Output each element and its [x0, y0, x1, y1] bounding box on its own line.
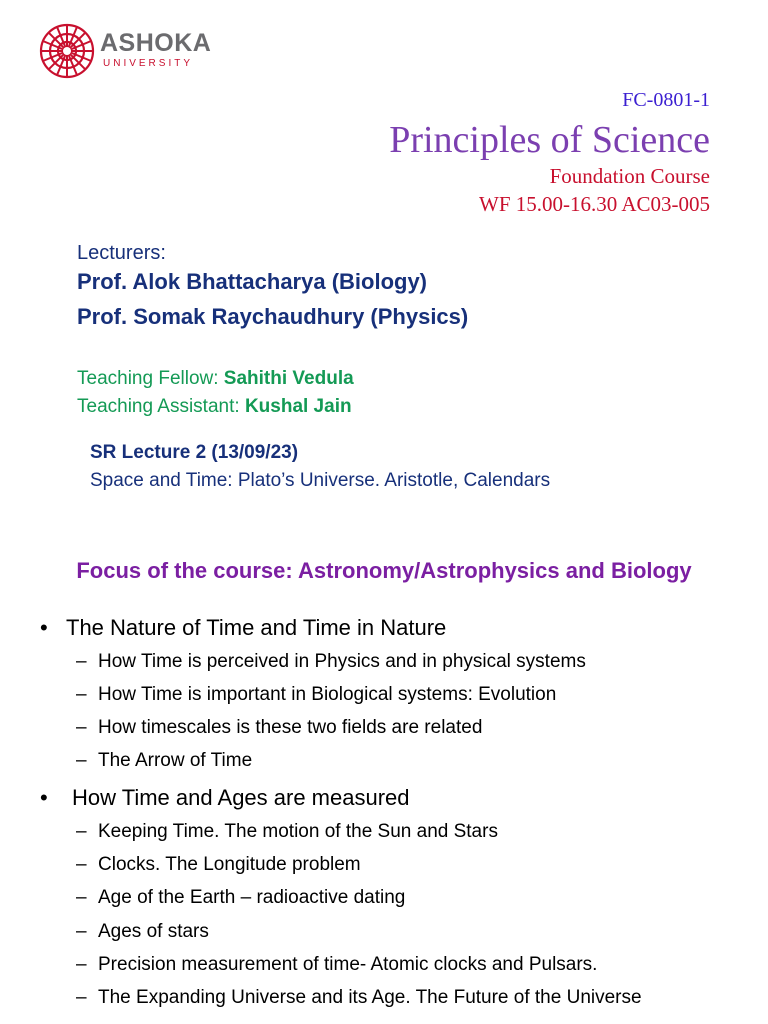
list-item [76, 751, 252, 772]
list-item [76, 922, 209, 943]
list-item [76, 685, 556, 706]
teaching-assistant-name: Kushal Jain [244, 396, 352, 417]
list-item-text: Age of the Earth – radioactive dating [98, 887, 406, 908]
lecture-heading: SR Lecture 2 (13/09/23) [90, 442, 299, 463]
section-title-text: The Nature of Time and Time in Nature [66, 615, 447, 640]
course-schedule: WF 15.00-16.30 AC03-005 [479, 192, 710, 216]
dash-icon: – [76, 684, 87, 705]
dash-icon: – [76, 854, 87, 875]
course-code: FC-0801-1 [622, 89, 710, 111]
list-item-text: The Arrow of Time [98, 750, 253, 771]
list-item-text: Clocks. The Longitude problem [98, 854, 361, 875]
section-title-text: How Time and Ages are measured [72, 785, 410, 810]
ashoka-logo-icon [38, 22, 96, 80]
logo-wordmark: ASHOKA [100, 29, 212, 57]
list-item-text: The Expanding Universe and its Age. The Future of the Universe [98, 987, 642, 1008]
list-item-text: How timescales is these two fields are related [98, 717, 483, 738]
list-item [76, 718, 482, 739]
teaching-assistant [77, 397, 352, 418]
list-item-text: How Time is important in Biological systems: Evolution [98, 684, 557, 705]
dash-icon: – [76, 921, 87, 942]
dash-icon: – [76, 750, 87, 771]
teaching-fellow-name: Sahithi Vedula [223, 368, 354, 389]
dash-icon: – [76, 987, 87, 1008]
teaching-fellow-label: Teaching Fellow: [77, 368, 224, 389]
list-item [76, 652, 586, 673]
list-item-text: Precision measurement of time- Atomic clocks and Pulsars. [98, 954, 598, 975]
list-item-text: Keeping Time. The motion of the Sun and Stars [98, 821, 498, 842]
course-focus: Focus of the course: Astronomy/Astrophysics and Biology [76, 558, 692, 583]
lecturer-name: Prof. Alok Bhattacharya (Biology) [77, 269, 428, 294]
section-title [40, 616, 446, 640]
lecture-topic: Space and Time: Plato’s Universe. Aristotle, Calendars [90, 470, 551, 491]
lecturers-label: Lecturers: [77, 242, 166, 264]
list-item-text: Ages of stars [98, 921, 209, 942]
dash-icon: – [76, 954, 87, 975]
teaching-fellow [77, 369, 354, 390]
list-item [76, 988, 642, 1009]
list-item [76, 855, 361, 876]
list-item [76, 822, 498, 843]
dash-icon: – [76, 887, 87, 908]
dash-icon: – [76, 821, 87, 842]
list-item [76, 888, 405, 909]
list-item-text: How Time is perceived in Physics and in physical systems [98, 651, 586, 672]
dash-icon: – [76, 651, 87, 672]
bullet-icon: • [40, 615, 48, 640]
list-item [76, 955, 597, 976]
course-subtitle: Foundation Course [549, 164, 710, 188]
bullet-icon: • [40, 785, 48, 810]
page-title: Principles of Science [389, 119, 710, 161]
section-title [40, 786, 410, 810]
teaching-assistant-label: Teaching Assistant: [77, 396, 245, 417]
dash-icon: – [76, 717, 87, 738]
lecturer-name: Prof. Somak Raychaudhury (Physics) [77, 304, 469, 329]
logo-subtitle: UNIVERSITY [103, 58, 194, 69]
